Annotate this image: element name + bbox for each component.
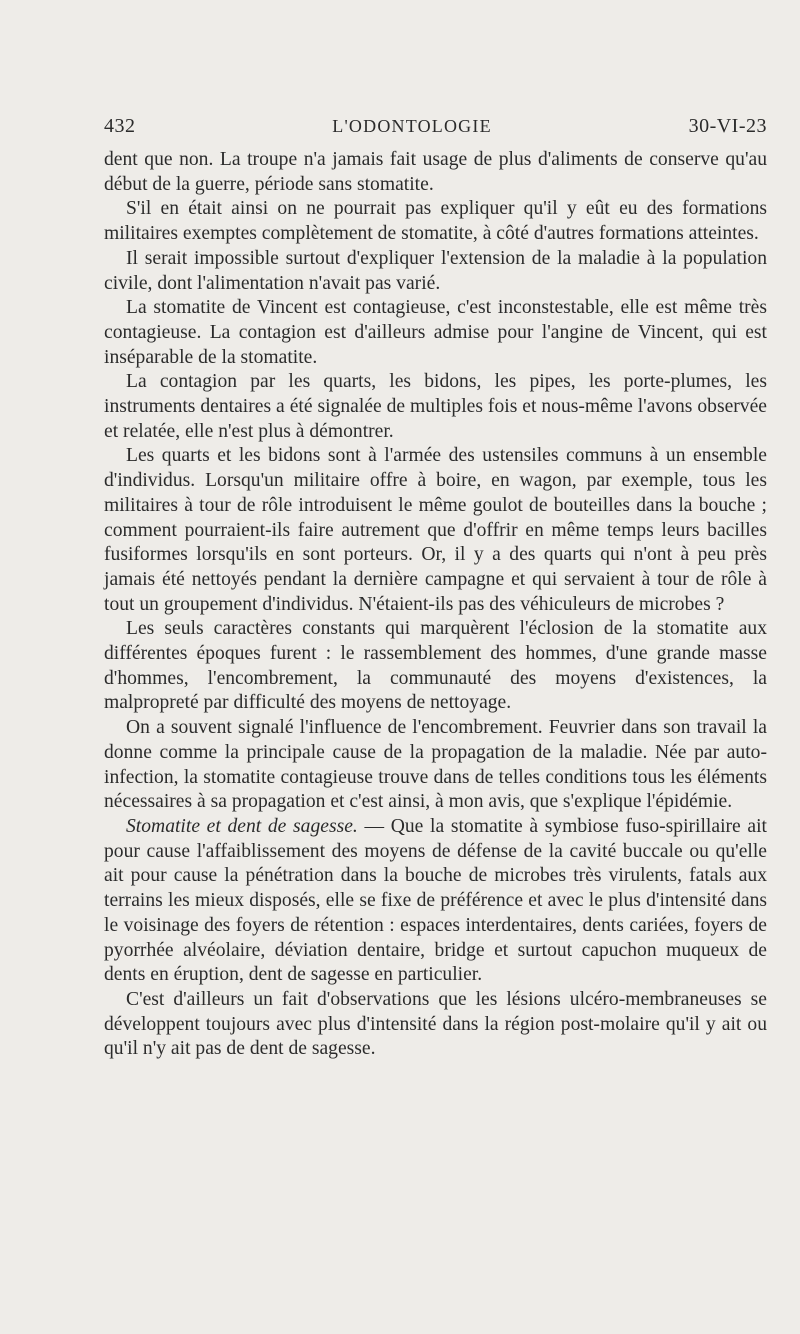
page-number: 432 — [104, 115, 136, 137]
paragraph-3: Il serait impossible surtout d'expliquer l'extension de la maladie à la population civile, dont l'alimentation n'avait pas varié. — [104, 247, 767, 294]
section-paragraph — [104, 815, 767, 988]
journal-title: L'ODONTOLOGIE — [332, 116, 492, 136]
section-text: Que la stomatite à symbiose fuso-spirillaire ait pour cause l'affaiblissement des moyens de défense de la cavité buccale ou qu'elle ait pour cause la pénétration dans la bouche de microbes très virulents, fatals aux terrains les mieux disposés, elle se fixe de préférence et avec le plus d'intensité dans le voisinage des foyers de rétention : espaces interdentaires, dents cariées, foyers de pyorrhée alvéolaire, déviation dentaire, bridge et surtout capuchon muqueux de dents en éruption, dent de sagesse en particulier. — [104, 815, 767, 986]
paragraph-2: S'il en était ainsi on ne pourrait pas expliquer qu'il y eût eu des formations militaires exemptes complètement de stomatite, à côté d'autres formations atteintes. — [104, 198, 767, 245]
section-dash: — — [357, 815, 391, 837]
running-head — [104, 108, 767, 144]
paragraph-7: Les seuls caractères constants qui marquèrent l'éclosion de la stomatite aux différentes époques furent : le rassemblement des hommes, d'une grande masse d'hommes, l'encombrement, la communauté des moyens d'existences, la malpropreté par difficulté des moyens de nettoyage. — [104, 618, 767, 714]
section-heading: Stomatite et dent de sagesse. — [126, 815, 358, 837]
paragraph-1: dent que non. La troupe n'a jamais fait usage de plus d'aliments de conserve qu'au début de la guerre, période sans stomatite. — [104, 149, 767, 195]
final-paragraph: C'est d'ailleurs un fait d'observations que les lésions ulcéro-membraneuses se développent toujours avec plus d'intensité dans la région post-molaire qu'il y ait ou qu'il n'y ait pas de dent de sagesse. — [104, 988, 767, 1060]
paragraph-5: La contagion par les quarts, les bidons, les pipes, les porte-plumes, les instruments dentaires a été signalée de multiples fois et nous-même l'avons observée et relatée, elle n'est plus à démontrer. — [104, 371, 767, 442]
issue-date: 30-VI-23 — [688, 115, 767, 137]
book-page — [104, 108, 767, 1062]
paragraph-4: La stomatite de Vincent est contagieuse, c'est inconstestable, elle est même très contagieuse. La contagion est d'ailleurs admise pour l'angine de Vincent, qui est inséparable de la stomatite. — [104, 297, 767, 368]
body-text — [104, 148, 767, 1062]
paragraph-8: On a souvent signalé l'influence de l'encombrement. Feuvrier dans son travail la donne comme la principale cause de la propagation de la maladie. Née par auto-infection, la stomatite contagieuse trouve dans de telles conditions tous les éléments nécessaires à sa propagation et c'est ainsi, à mon avis, que s'explique l'épidémie. — [104, 717, 767, 813]
paragraph-6: Les quarts et les bidons sont à l'armée des ustensiles communs à un ensemble d'individus. Lorsqu'un militaire offre à boire, en wagon, par exemple, tous les militaires à tour de rôle introduisent le même goulot de bouteilles dans la bouche ; comment pourraient-ils faire autrement que d'offrir en même temps leurs bacilles fusiformes lorsqu'ils en sont porteurs. Or, il y a des quarts qui n'ont à peu près jamais été nettoyés pendant la dernière campagne et qui servaient à tour de rôle à tout un groupement d'individus. N'étaient-ils pas des véhiculeurs de microbes ? — [104, 445, 767, 615]
